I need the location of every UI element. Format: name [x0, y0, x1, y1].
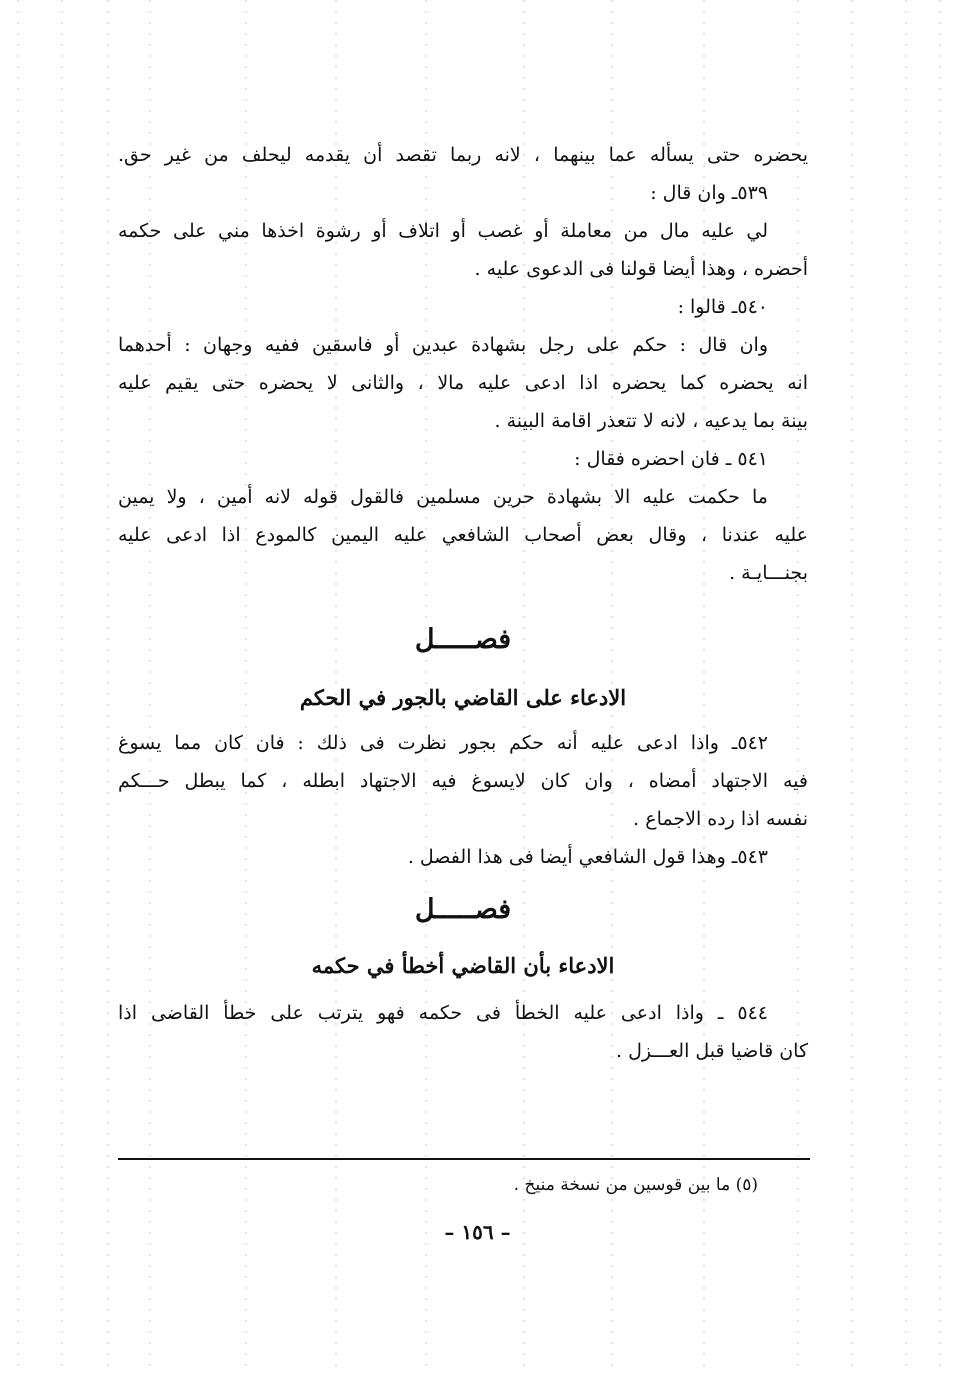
page-number: – ١٥٦ – [444, 1220, 511, 1244]
footnote: (٥) ما بين قوسين من نسخة منيخ . [513, 1175, 758, 1195]
subheading-error-claim: الادعاء بأن القاضي أخطأ في حكمه [311, 953, 615, 978]
fasl-label: فصـــــل [414, 624, 512, 655]
text-line: عليه عندنا ، وقال بعض أصحاب الشافعي عليه اليمين كالمودع اذا ادعى عليه [118, 524, 808, 546]
text-line: نفسه اذا رده الاجماع . [633, 808, 808, 830]
text-line: ٥٤٣ـ وهذا قول الشافعي أيضا فى هذا الفصل . [407, 846, 768, 868]
text-line: يحضره حتى يسأله عما بينهما ، لانه ربما تقصد أن يقدمه ليحلف من غير حق. [118, 144, 808, 166]
text-line: فيه الاجتهاد أمضاه ، وان كان لايسوغ فيه الاجتهاد ابطله ، كما يبطل حـــكم [118, 770, 808, 792]
text-line: انه يحضره كما يحضره اذا ادعى عليه مالا ، والثانى لا يحضره حتى يقيم عليه [118, 372, 808, 394]
section-heading-fasl [118, 890, 808, 930]
footnote-divider [118, 1158, 810, 1160]
text-line: ما حكمت عليه الا بشهادة حرين مسلمين فالقول قوله لانه أمين ، ولا يمين [118, 486, 768, 508]
text-line: لي عليه مال من معاملة أو غصب أو اتلاف أو رشوة اخذها مني على حكمه [118, 220, 768, 242]
section-540-label: ٥٤٠ـ قالوا : [677, 296, 768, 318]
text-line: بجنـــايـة . [729, 562, 808, 584]
fasl-label: فصـــــل [414, 894, 512, 925]
section-heading-fasl [118, 620, 808, 660]
text-line: بينة بما يدعيه ، لانه لا تتعذر اقامة البينة . [494, 410, 808, 432]
text-line: ٥٤٤ ـ واذا ادعى عليه الخطأ فى حكمه فهو يترتب على خطأ القاضى اذا [118, 1002, 768, 1024]
text-line: أحضره ، وهذا أيضا قولنا فى الدعوى عليه . [474, 258, 808, 280]
subheading-bias-claim: الادعاء على القاضي بالجور في الحكم [299, 685, 627, 710]
text-line: وان قال : حكم على رجل بشهادة عبدين أو فاسقين ففيه وجهان : أحدهما [118, 334, 768, 356]
text-line: كان قاضيا قبل العـــزل . [616, 1040, 808, 1062]
section-541-label: ٥٤١ ـ فان احضره فقال : [574, 448, 768, 470]
text-line: ٥٤٢ـ واذا ادعى عليه أنه حكم بجور نظرت فى ذلك : فان كان مما يسوغ [118, 732, 768, 754]
page-body [118, 136, 808, 1070]
section-539-label: ٥٣٩ـ وان قال : [650, 182, 768, 204]
